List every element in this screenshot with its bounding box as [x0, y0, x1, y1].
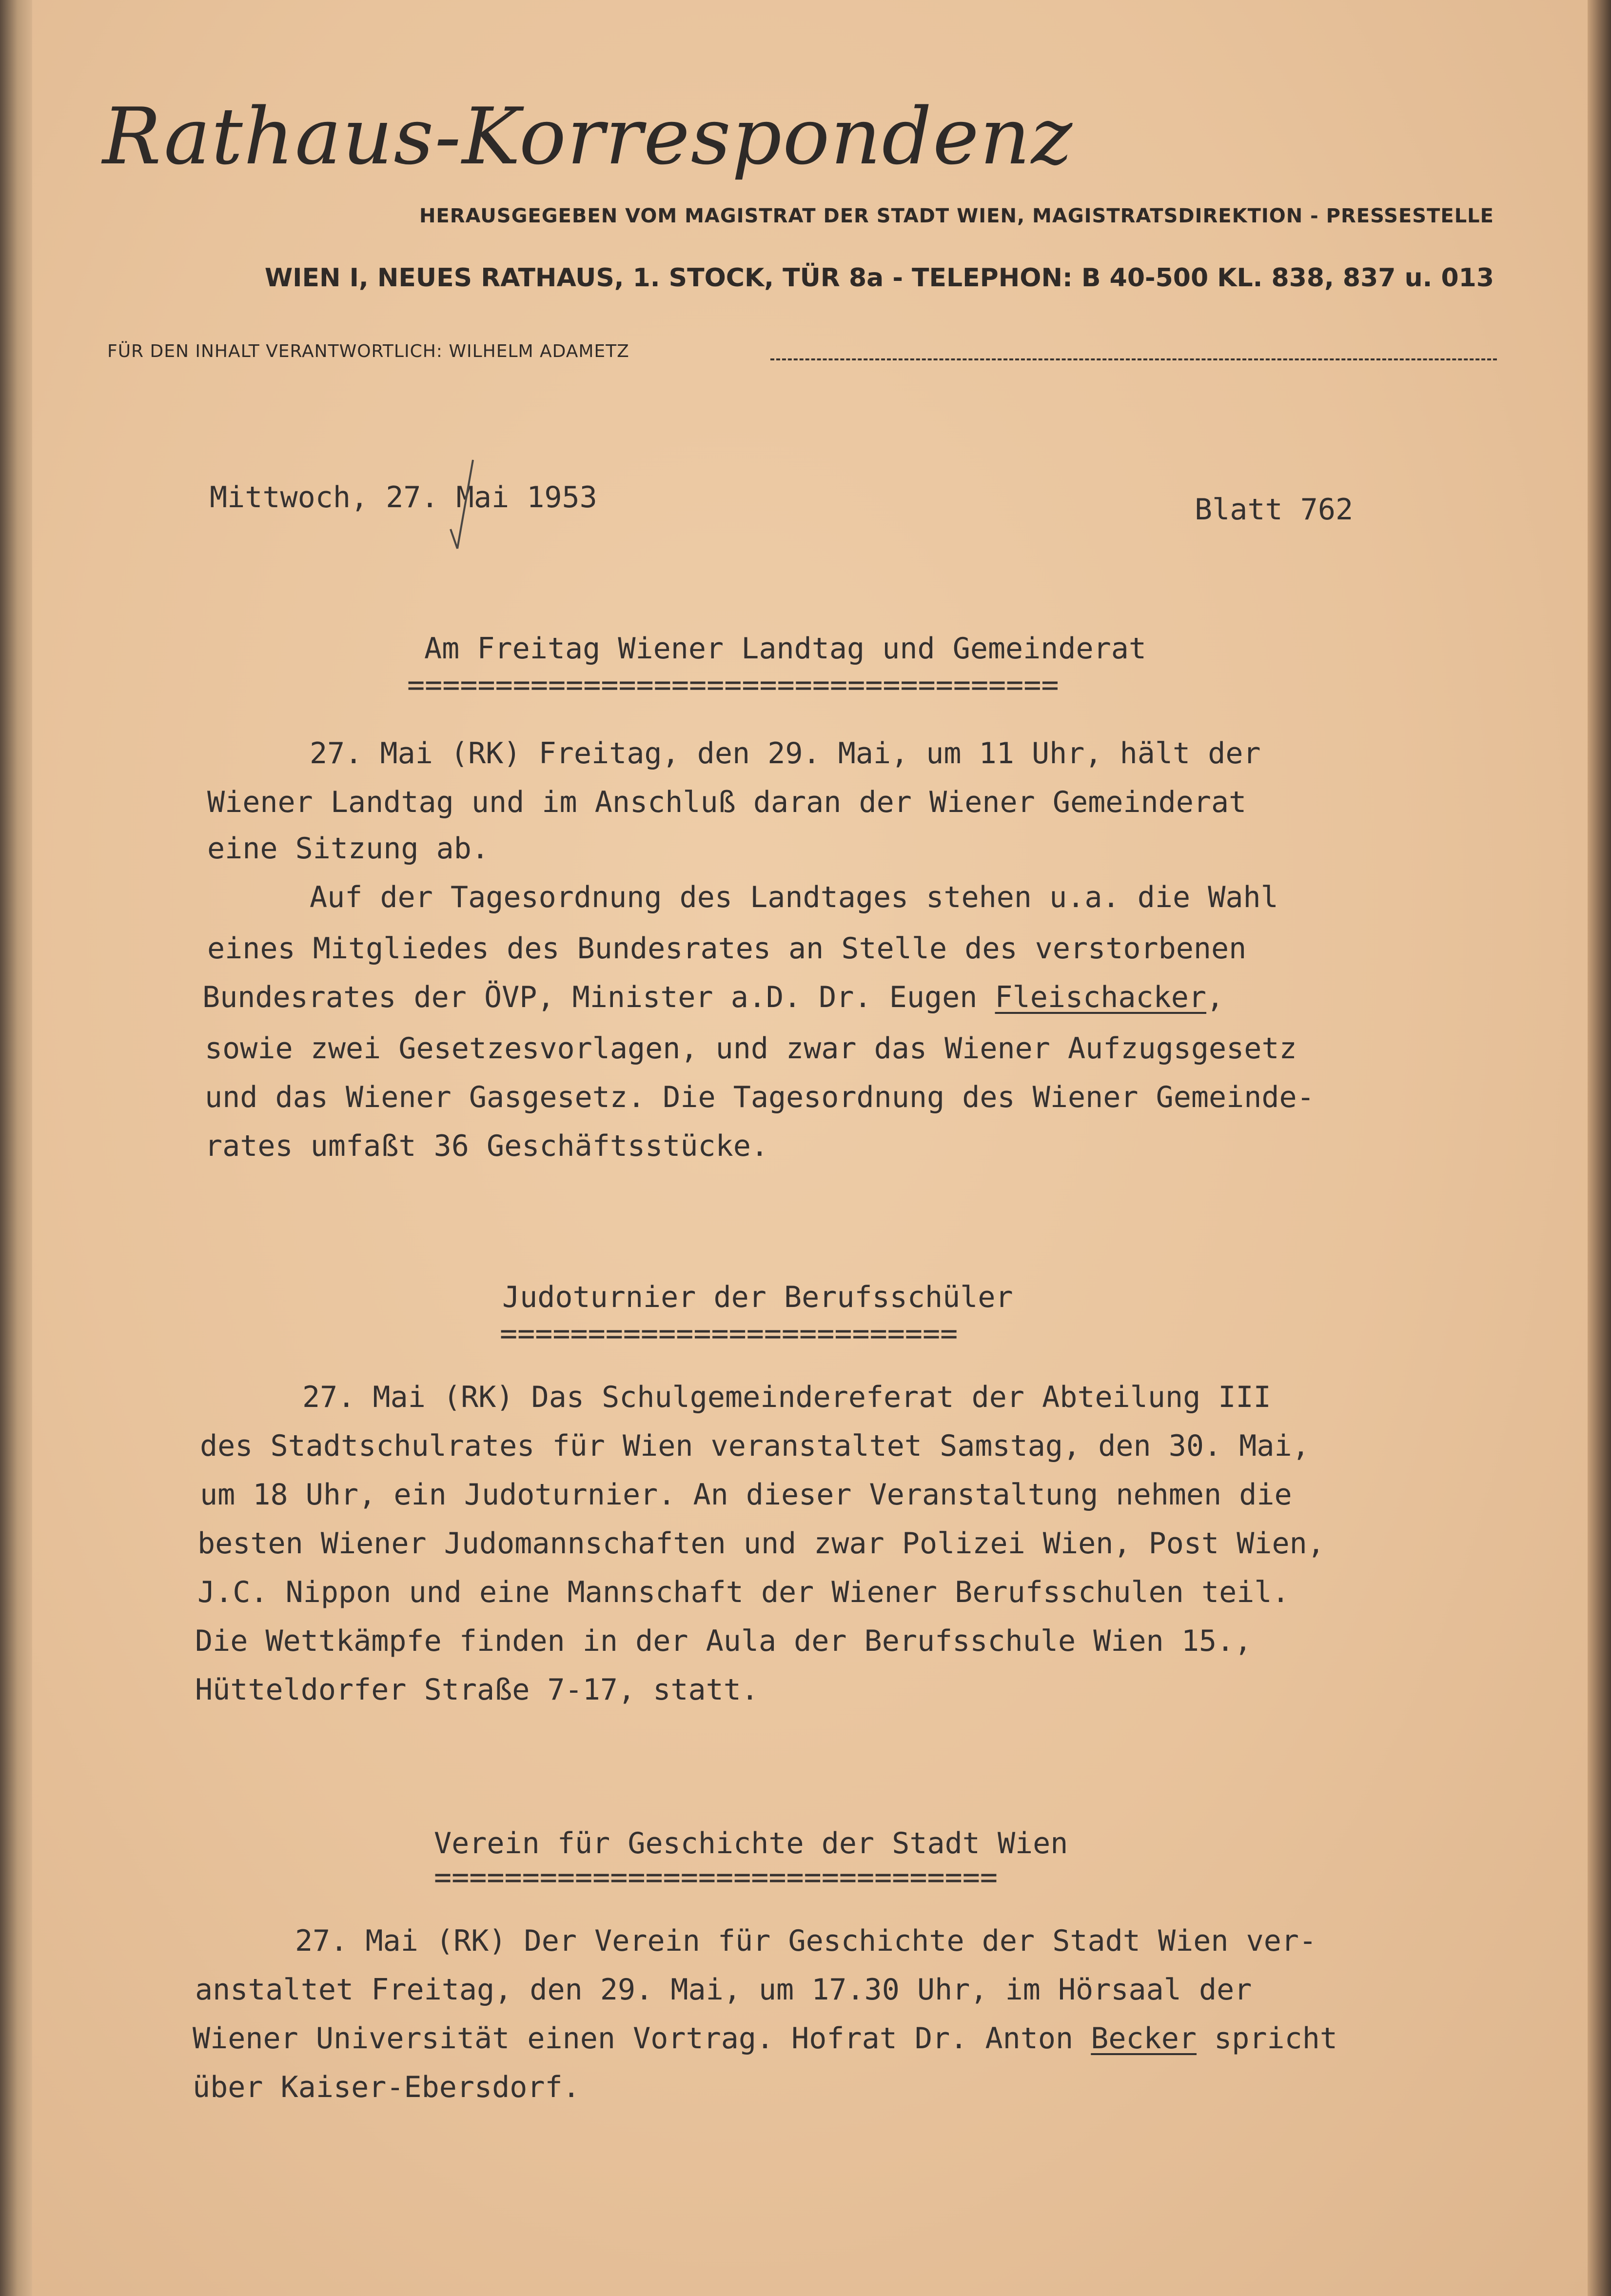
- body-line: um 18 Uhr, ein Judoturnier. An dieser Veranstaltung nehmen die: [200, 1478, 1292, 1512]
- heading-underline: ==========================: [500, 1319, 958, 1348]
- body-line: eine Sitzung ab.: [207, 831, 489, 866]
- article-heading: Verein für Geschichte der Stadt Wien: [434, 1826, 1068, 1861]
- body-text: Wiener Universität einen Vortrag. Hofrat Dr. Anton: [193, 2021, 1091, 2056]
- body-line: des Stadtschulrates für Wien veranstaltet Samstag, den 30. Mai,: [200, 1429, 1310, 1463]
- page-edge: [1588, 0, 1611, 2296]
- body-line: besten Wiener Judomannschaften und zwar Polizei Wien, Post Wien,: [197, 1526, 1325, 1561]
- body-line: Hütteldorfer Straße 7-17, statt.: [195, 1673, 759, 1707]
- dateline: Mittwoch, 27. Mai 1953: [210, 480, 597, 515]
- body-text: spricht: [1197, 2021, 1338, 2056]
- body-line: Die Wettkämpfe finden in der Aula der Berufsschule Wien 15.,: [195, 1624, 1252, 1658]
- masthead-publisher: HERAUSGEGEBEN VOM MAGISTRAT DER STADT WIEN, MAGISTRATSDIREKTION - PRESSESTELLE: [419, 205, 1494, 227]
- masthead-rule: [770, 358, 1497, 360]
- article-heading: Am Freitag Wiener Landtag und Gemeinderat: [424, 632, 1147, 666]
- body-line: Wiener Landtag und im Anschluß daran der Wiener Gemeinderat: [207, 785, 1247, 819]
- article-heading: Judoturnier der Berufsschüler: [502, 1280, 1013, 1314]
- body-line: [193, 2021, 1337, 2056]
- body-line: rates umfaßt 36 Geschäftsstücke.: [205, 1129, 768, 1163]
- body-line: anstaltet Freitag, den 29. Mai, um 17.30 Uhr, im Hörsaal der: [195, 1973, 1252, 2007]
- body-line: eines Mitgliedes des Bundesrates an Stelle des verstorbenen: [207, 931, 1247, 966]
- body-line: J.C. Nippon und eine Mannschaft der Wiener Berufsschulen teil.: [197, 1575, 1290, 1609]
- sheet-number: Blatt 762: [1195, 493, 1354, 527]
- underlined-name: Becker: [1091, 2021, 1197, 2056]
- heading-underline: =====================================: [407, 671, 1059, 700]
- body-text: Bundesrates der ÖVP, Minister a.D. Dr. Eugen: [202, 980, 995, 1014]
- masthead-title: Rathaus-Korrespondenz: [102, 91, 1074, 182]
- body-line: und das Wiener Gasgesetz. Die Tagesordnung des Wiener Gemeinde-: [205, 1080, 1315, 1114]
- masthead-address: WIEN I, NEUES RATHAUS, 1. STOCK, TÜR 8a - TELEPHON: B 40-500 KL. 838, 837 u. 013: [264, 263, 1494, 293]
- checkmark-icon: [448, 456, 477, 554]
- body-line: über Kaiser-Ebersdorf.: [193, 2070, 580, 2104]
- body-line: 27. Mai (RK) Freitag, den 29. Mai, um 11 Uhr, hält der: [310, 736, 1261, 771]
- body-line: Auf der Tagesordnung des Landtages stehen u.a. die Wahl: [310, 880, 1278, 914]
- body-line: [202, 980, 1224, 1014]
- body-text: ,: [1206, 980, 1224, 1014]
- binding-edge: [0, 0, 32, 2296]
- body-line: 27. Mai (RK) Das Schulgemeindereferat der Abteilung III: [302, 1380, 1271, 1414]
- body-line: 27. Mai (RK) Der Verein für Geschichte der Stadt Wien ver-: [295, 1924, 1317, 1958]
- underlined-name: Fleischacker: [995, 980, 1207, 1014]
- body-line: sowie zwei Gesetzesvorlagen, und zwar das Wiener Aufzugsgesetz: [205, 1031, 1297, 1066]
- responsible-editor: FÜR DEN INHALT VERANTWORTLICH: WILHELM ADAMETZ: [107, 341, 629, 361]
- heading-underline: ================================: [434, 1863, 998, 1892]
